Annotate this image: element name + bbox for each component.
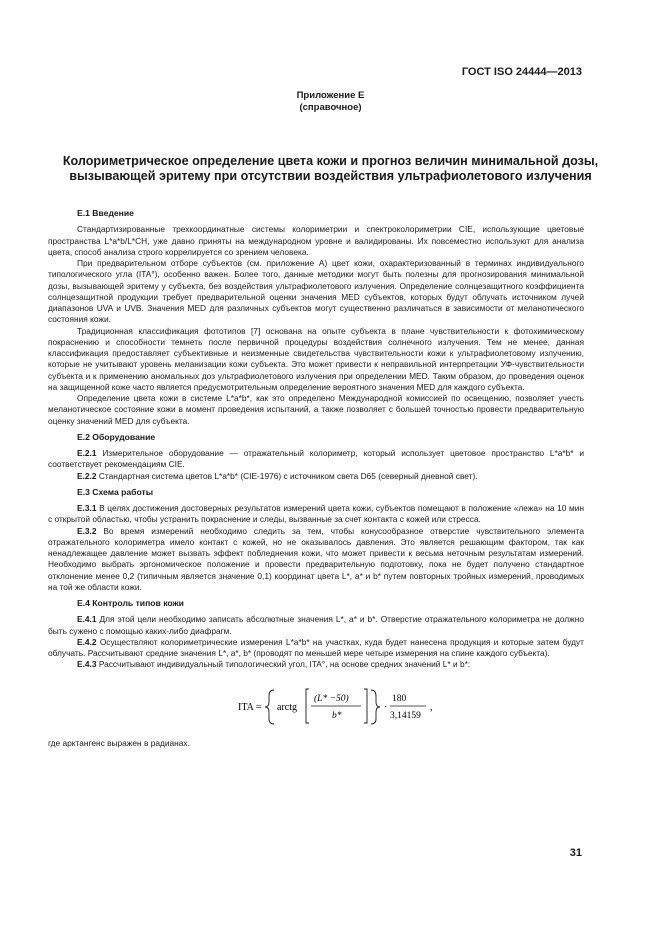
annex-body	[48, 208, 584, 749]
constant-denominator: 3,14159	[390, 710, 421, 721]
section-heading-e3: Е.3 Схема работы	[77, 486, 154, 497]
clause-text: Рассчитывают индивидуальный типологический угол, ITA°, на основе средних значений L* и b*:	[98, 659, 471, 670]
constant-numerator: 180	[392, 693, 407, 704]
formula-function: arctg	[277, 701, 297, 713]
formula-note: где арктангенс выражен в радианах.	[48, 737, 190, 748]
clause-e4-1	[48, 614, 584, 637]
left-square-bracket	[306, 689, 309, 723]
clause-e4-3	[48, 659, 584, 670]
annex-label: Приложение Е	[296, 90, 365, 101]
clause-text: Для этой цели необходимо записать абсолютные значения L*, a* и b*. Отверстие отражательного колориметра не должно быть сужено с помощью каких-либо диафрагм.	[48, 614, 584, 636]
ita-formula-graphic	[48, 676, 584, 734]
clause-number: Е.2.2	[77, 470, 97, 481]
clause-number: Е.4.3	[77, 659, 97, 670]
annex-title: Колориметрическое определение цвета кожи и прогноз величин минимальной дозы, вызывающей эритему при отсутствии воздействия ультрафиолетового излучения	[62, 154, 599, 183]
formula-tail: ,	[430, 701, 433, 713]
right-square-bracket	[364, 689, 367, 723]
paragraph: Стандартизированные трехкоординатные системы колориметрии и спектроколориметрии CIE, использующие цветовые пространства L*a*b/L*CH, уже давно приняты на международном уровне и валидированы. Их повсеместно используют для анализа цвета, способ анализа строго коррелируется со зрением человека.	[48, 224, 584, 257]
paragraph: Определение цвета кожи в системе L*a*b*, как это определено Международной комиссией по освещению, позволяет учесть меланотическое состояние кожи в момент проведения испытаний, а также позволяет с большей точностью провести предварительную оценку значений MED для субъекта.	[48, 393, 584, 426]
page-number: 31	[569, 847, 582, 859]
clause-text: Стандартная система цветов L*a*b* (CIE-1976) с источником света D65 (северный дневной свет).	[98, 470, 478, 481]
clause-number: Е.2.1	[77, 448, 97, 458]
clause-number: Е.4.2	[77, 636, 97, 647]
paragraph: При предварительном отборе субъектов (см. приложение А) цвет кожи, охарактеризованный в терминах индивидуального типологического угла (ITA°), особенно важен. Более того, данные методики могут быть полезны для прогнозирования минимальной дозы, вызывающей эритему у субъекта, без воздействия ультрафиолетового излучения. Определение солнцезащитного коэффициента солнцезащитной продукции требует предварительной оценки значения MED субъектов, которых будут облучать источником лучей диапазонов UVA и UVB. Значения MED для различных субъектов могут существенно различаться в зависимости от меланотического состояния кожи.	[48, 258, 584, 325]
clause-e2-1	[48, 448, 584, 471]
section-heading-e2: Е.2 Оборудование	[77, 431, 156, 442]
clause-e4-2	[48, 637, 584, 660]
clause-number: Е.4.1	[77, 614, 97, 625]
paragraph: Традиционная классификация фототипов [7] основана на опыте субъекта в плане чувствительности к фотохимическому покраснению и способности темнеть после первичной процедуры воздействия солнечного излучения. Тем не менее, данная классификация предоставляет субъективные и неизменные свидетельства чувствительности кожи к ультрафиолетовому излучению, которые не учитывают уровень меланизации кожи субъекта. Это может привести к неправильной интерпретации УФ-чувствительности субъекта и к применению аномальных доз ультрафиолетового излучения при определении MED. Таким образом, до проведения оценок на защищенной коже часто является предусмотрительным определение вероятного значения MED для каждого субъекта.	[48, 325, 584, 392]
clause-e3-1	[48, 503, 584, 526]
clause-number: Е.3.1	[77, 503, 97, 513]
clause-text: Осуществляют колориметрические измерения L*a*b* на участках, куда будет нанесена продукция и которые затем будут облучать. Рассчитывают средние значения L*, a*, b* (проводят по меньшей мере четыре измерения на спине каждого субъекта).	[48, 636, 584, 658]
standard-designation: ГОСТ ISO 24444—2013	[461, 66, 582, 78]
clause-text: Измерительное оборудование — отражательный колориметр, который использует цветовое пространство L*a*b* и соответствует рекомендациям CIE.	[48, 448, 584, 470]
ita-formula	[48, 676, 584, 734]
formula-lhs: ITA =	[238, 701, 262, 713]
clause-e3-2	[48, 526, 584, 594]
clause-text: Во время измерений необходимо следить за тем, чтобы конусообразное отверстие чувствительного элемента отражательного колориметра имело контакт с кожей, но не оказывалось давления. Это является решающим фактором, так как ненадлежащее давление может вызвать эффект побледнения кожи, что может привести к весьма неточным результатам измерений. Необходимо выбрать эргономическое положение и провести предварительную подготовку, пока не будет получено стандартное отклонение менее 0,2 (типичным является значение 0,1) координат цвета L*, a* и b* путем повторных тройных измерений, проводимых на той же области кожи.	[48, 525, 584, 592]
section-heading-e1: Е.1 Введение	[77, 208, 134, 218]
formula-numerator: (L* −50)	[314, 693, 349, 704]
multiply-sign: ·	[384, 701, 388, 713]
right-curly-brace	[371, 690, 380, 724]
formula-denominator: b*	[332, 710, 342, 721]
annex-heading	[0, 90, 661, 114]
clause-e2-2	[48, 471, 584, 482]
clause-number: Е.3.2	[77, 525, 97, 536]
section-heading-e4: Е.4 Контроль типов кожи	[77, 598, 184, 608]
left-curly-brace	[265, 690, 274, 724]
clause-text: В целях достижения достоверных результатов измерений цвета кожи, субъектов помещают в положение «лежа» на 10 мин с открытой областью, чтобы устранить покраснение и следы, вызванные за счет контакта с кожей или стресса.	[48, 503, 584, 525]
annex-kind: (справочное)	[299, 102, 362, 113]
